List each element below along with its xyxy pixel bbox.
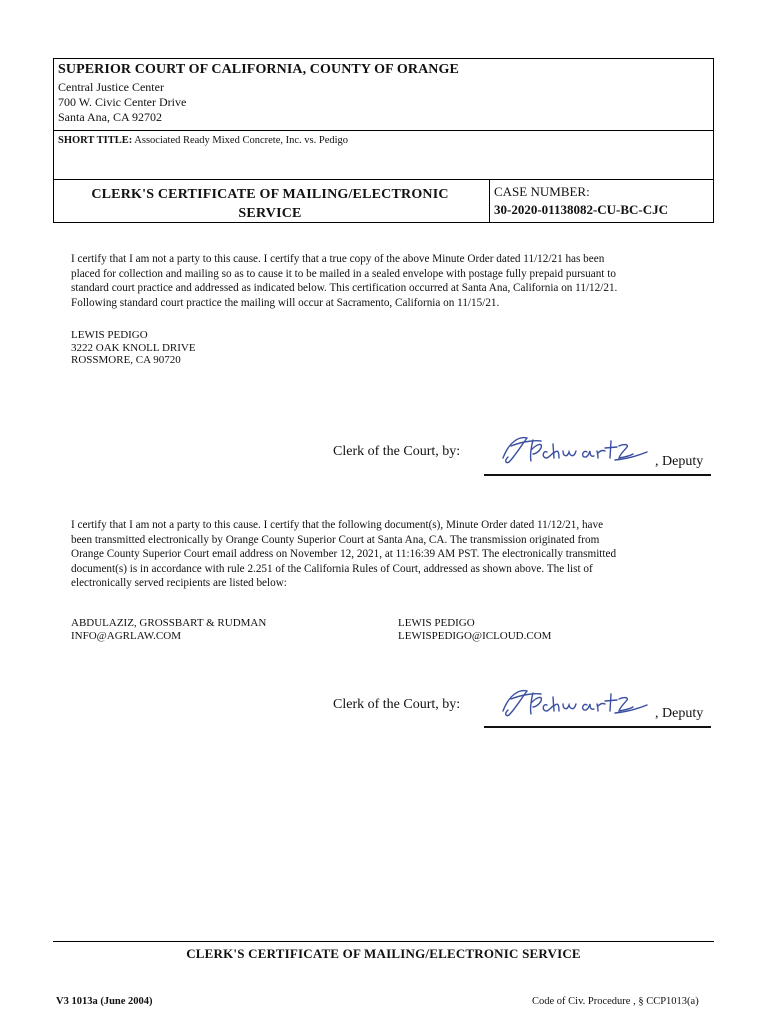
recipient-name: ABDULAZIZ, GROSSBART & RUDMAN: [71, 617, 267, 629]
electronic-certification: [71, 518, 701, 591]
court-address-line: Santa Ana, CA 92702: [58, 110, 162, 124]
recipient-line: LEWIS PEDIGO: [71, 329, 148, 341]
signature-image: [497, 432, 653, 466]
clerk-by-label: Clerk of the Court, by:: [333, 697, 461, 712]
mailing-certification: [71, 252, 701, 310]
caption-divider: [53, 130, 714, 131]
caption-divider: [489, 179, 490, 223]
recipient-line: ROSSMORE, CA 90720: [71, 354, 181, 367]
signature-line: [484, 726, 711, 728]
paragraph-line: Orange County Superior Court email address on November 12, 2021, at 11:16:39 AM PST. The electronically transmitted: [71, 548, 617, 561]
form-id: V3 1013a (June 2004): [56, 996, 153, 1007]
electronic-recipient: [398, 617, 551, 642]
paragraph-line: been transmitted electronically by Orange County Superior Court at Santa Ana, CA. The transmission originated from: [71, 533, 600, 546]
electronic-recipient: [71, 617, 266, 642]
paragraph-line: Following standard court practice the mailing will occur at Sacramento, California on 11/15/21.: [71, 296, 500, 309]
paragraph-line: I certify that I am not a party to this cause. I certify that the following document(s), Minute Order dated 11/12/21, have: [71, 519, 604, 531]
court-address-line: 700 W. Civic Center Drive: [58, 95, 187, 109]
certificate-title-line: SERVICE: [238, 206, 302, 221]
deputy-label: , Deputy: [655, 706, 704, 721]
footer-rule: [53, 941, 714, 942]
signature-line: [484, 474, 711, 476]
recipient-name: LEWIS PEDIGO: [398, 617, 475, 629]
paragraph-line: electronically served recipients are listed below:: [71, 577, 287, 590]
recipient-email: LEWISPEDIGO@ICLOUD.COM: [398, 629, 552, 642]
signature-image: [497, 685, 653, 719]
caption-divider: [53, 179, 714, 180]
court-name: SUPERIOR COURT OF CALIFORNIA, COUNTY OF ORANGE: [58, 62, 459, 77]
certificate-title: [60, 185, 480, 223]
short-title-label: SHORT TITLE:: [58, 135, 133, 146]
case-number-label: CASE NUMBER:: [494, 184, 590, 199]
recipient-email: INFO@AGRLAW.COM: [71, 629, 181, 642]
short-title-value: Associated Ready Mixed Concrete, Inc. vs. Pedigo: [134, 135, 349, 146]
footer-title: CLERK'S CERTIFICATE OF MAILING/ELECTRONIC SERVICE: [186, 946, 581, 961]
court-address-line: Central Justice Center: [58, 80, 164, 94]
mailing-recipient: [71, 329, 196, 367]
deputy-label: , Deputy: [655, 454, 704, 469]
recipient-line: 3222 OAK KNOLL DRIVE: [71, 341, 196, 354]
certificate-title-line: CLERK'S CERTIFICATE OF MAILING/ELECTRONIC: [91, 187, 449, 202]
case-number: 30-2020-01138082-CU-BC-CJC: [494, 202, 669, 217]
paragraph-line: placed for collection and mailing so as to cause it to be mailed in a sealed envelope with postage fully prepaid pursuant to: [71, 267, 616, 280]
code-reference: Code of Civ. Procedure , § CCP1013(a): [532, 996, 699, 1007]
short-title: [58, 135, 348, 146]
clerk-by-label: Clerk of the Court, by:: [333, 444, 461, 459]
paragraph-line: I certify that I am not a party to this cause. I certify that a true copy of the above Minute Order dated 11/12/21 has been: [71, 253, 605, 265]
paragraph-line: document(s) is in accordance with rule 2.251 of the California Rules of Court, addressed as shown above. The list of: [71, 562, 593, 575]
paragraph-line: standard court practice and addressed as indicated below. This certification occurred at Santa Ana, California on 11/12/21.: [71, 282, 618, 295]
